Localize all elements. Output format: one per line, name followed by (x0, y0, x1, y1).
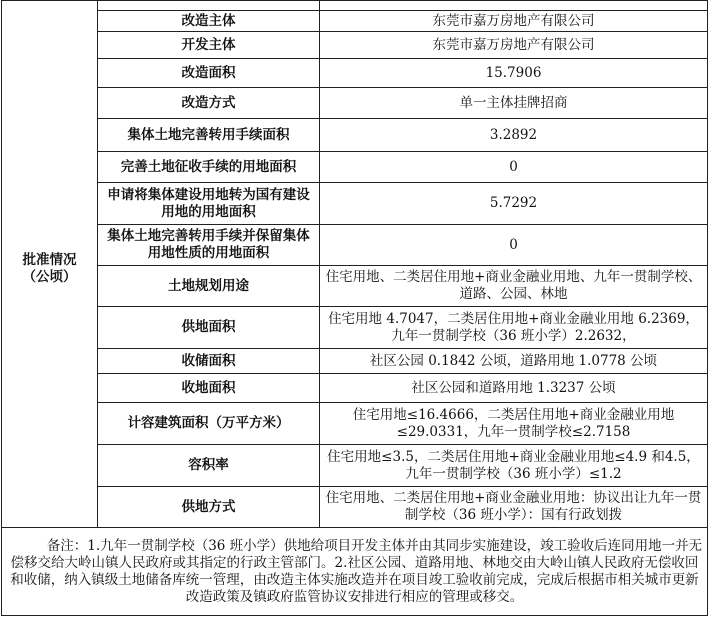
category-unit: （公顷） (22, 268, 77, 285)
table-row (2, 119, 708, 152)
blank-cell (320, 1, 708, 11)
table-row (2, 307, 708, 349)
blank-cell (98, 1, 320, 11)
row-label: 土地规划用途 (98, 266, 320, 307)
row-label: 容积率 (98, 445, 320, 487)
row-label: 申请将集体建设用地转为国有建设用地的用地面积 (98, 183, 320, 225)
table-row (2, 88, 708, 119)
row-value: 5.7292 (320, 183, 708, 225)
row-value: 单一主体挂牌招商 (320, 88, 708, 119)
row-label: 集体土地完善转用手续并保留集体用地性质的用地面积 (98, 225, 320, 266)
row-value: 住宅用地≤16.4666，二类居住用地+商业金融业用地≤29.0331，九年一贯制学校≤2.7158 (320, 403, 708, 445)
row-value: 东莞市嘉万房地产有限公司 (320, 11, 708, 32)
table-top-strip (2, 1, 708, 11)
table-row (2, 349, 708, 374)
note-row (2, 528, 708, 616)
table-row (2, 32, 708, 59)
category-cell-top (2, 1, 98, 11)
row-label: 集体土地完善转用手续面积 (98, 119, 320, 152)
row-value: 15.7906 (320, 59, 708, 88)
row-value: 住宅用地≤3.5，二类居住用地+商业金融业用地≤4.9 和4.5，九年一贯制学校（36 班小学）≤1.2 (320, 445, 708, 487)
row-value: 东莞市嘉万房地产有限公司 (320, 32, 708, 59)
row-value: 住宅用地、二类居住用地+商业金融业用地：协议出让九年一贯制学校（36 班小学）：国有行政划拨 (320, 487, 708, 528)
row-label: 收储面积 (98, 349, 320, 374)
row-label: 计容建筑面积（万平方米） (98, 403, 320, 445)
row-value: 住宅用地、二类居住用地+商业金融业用地、九年一贯制学校、道路、公园、林地 (320, 266, 708, 307)
note-text: 备注：1.九年一贯制学校（36 班小学）供地给项目开发主体并由其同步实施建设，竣工验收后连同用地一并无偿移交给大岭山镇人民政府或其指定的行政主管部门。2.社区公园、道路用地、林地交由大岭山镇人民政府无偿收回和收储，纳入镇级土地储备库统一管理，由改造主体实施改造并在项目竣工验收前完成，完成后根据市相关城市更新改造政策及镇政府监管协议安排进行相应的管理或移交。 (2, 528, 708, 616)
category-label: 批准情况 (22, 251, 77, 268)
row-value: 3.2892 (320, 119, 708, 152)
row-label: 供地面积 (98, 307, 320, 349)
row-value: 0 (320, 152, 708, 183)
table-row (2, 11, 708, 32)
row-label: 改造面积 (98, 59, 320, 88)
row-value: 0 (320, 225, 708, 266)
table-row (2, 266, 708, 307)
row-label: 改造方式 (98, 88, 320, 119)
row-value: 社区公园和道路用地 1.3237 公顷 (320, 374, 708, 403)
row-label: 供地方式 (98, 487, 320, 528)
row-label: 完善土地征收手续的用地面积 (98, 152, 320, 183)
approval-table (1, 0, 708, 616)
row-value: 社区公园 0.1842 公顷，道路用地 1.0778 公顷 (320, 349, 708, 374)
table-row (2, 445, 708, 487)
row-label: 改造主体 (98, 11, 320, 32)
row-label: 收地面积 (98, 374, 320, 403)
table-row (2, 225, 708, 266)
table-row (2, 183, 708, 225)
table-row (2, 403, 708, 445)
category-cell (2, 11, 98, 528)
table-row (2, 59, 708, 88)
table-row (2, 374, 708, 403)
table-row (2, 152, 708, 183)
row-label: 开发主体 (98, 32, 320, 59)
row-value: 住宅用地 4.7047，二类居住用地+商业金融业用地 6.2369，九年一贯制学校（36 班小学）2.2632， (320, 307, 708, 349)
table-row (2, 487, 708, 528)
